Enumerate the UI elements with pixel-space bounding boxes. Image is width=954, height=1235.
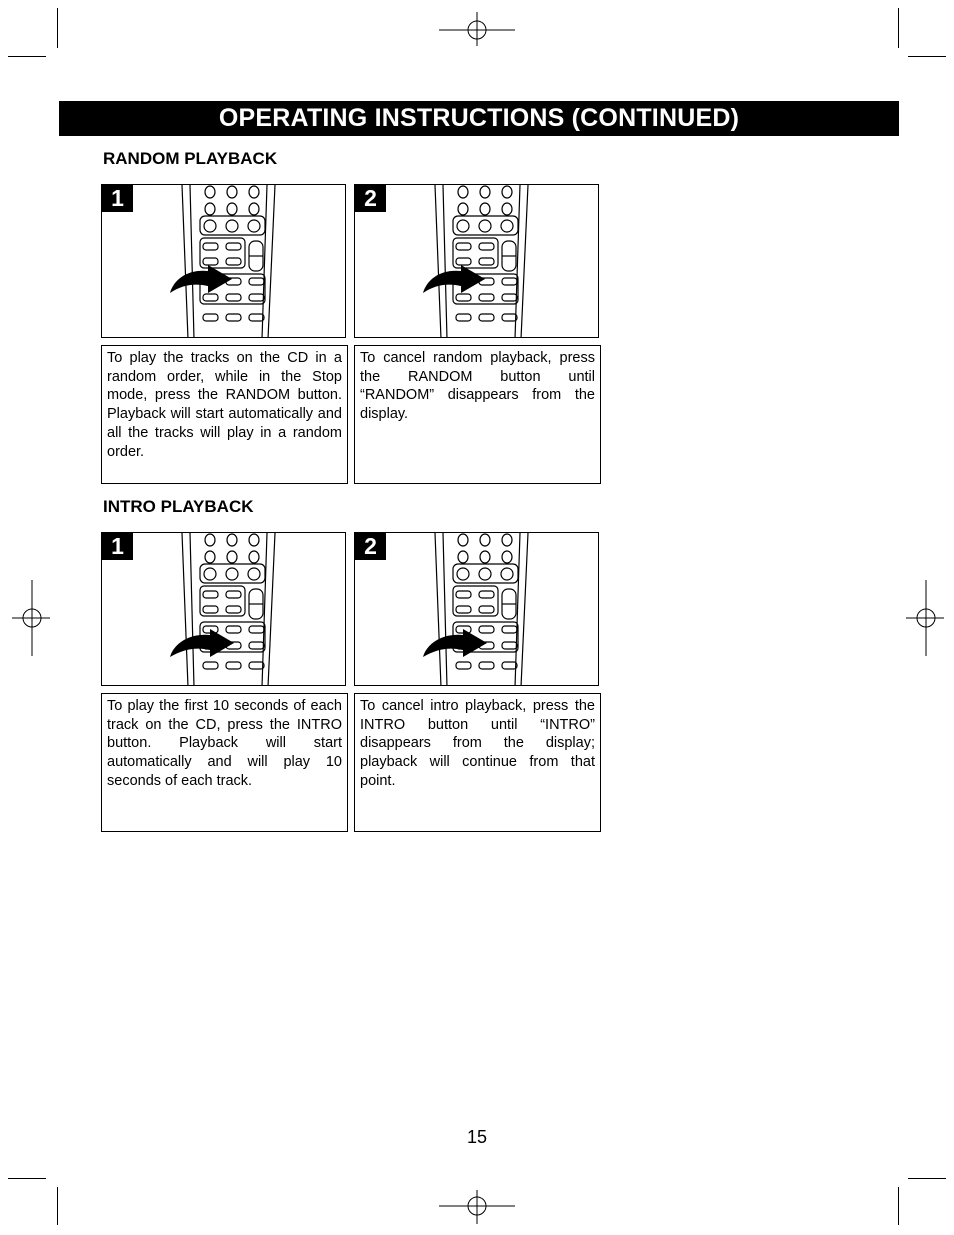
random-step-2-text: To cancel random playback, press the RANDOM button until “RANDOM” disappears from the display. [354,345,601,484]
curved-arrow-icon [170,629,234,657]
intro-step-2-illustration [354,532,599,686]
remote-control-illustration [102,533,346,686]
crop-mark [898,8,899,48]
curved-arrow-icon [423,265,485,293]
page-title: OPERATING INSTRUCTIONS (CONTINUED) [218,104,740,132]
crop-mark [8,1178,46,1179]
crop-mark [8,56,46,57]
curved-arrow-icon [170,265,232,293]
registration-crosshair-icon [906,580,946,656]
step-number-badge: 2 [355,185,386,212]
step-number-badge: 1 [102,185,133,212]
step-number-badge: 1 [102,533,133,560]
page-title-banner [59,101,899,136]
registration-crosshair-icon [10,580,50,656]
registration-crosshair-icon [439,1188,515,1226]
intro-step-1-text: To play the first 10 seconds of each track on the CD, press the INTRO button. Playback will start automatically and will play 10 seconds of each track. [101,693,348,832]
step-number-badge: 2 [355,533,386,560]
random-step-2-illustration [354,184,599,338]
random-playback-heading: RANDOM PLAYBACK [103,149,278,168]
page-number: 15 [466,1127,488,1147]
remote-control-illustration [355,533,599,686]
curved-arrow-icon [423,629,487,657]
registration-crosshair-icon [439,10,515,48]
intro-step-1-illustration [101,532,346,686]
crop-mark [898,1187,899,1225]
crop-mark [57,1187,58,1225]
intro-step-2-text: To cancel intro playback, press the INTRO button until “INTRO” disappears from the display; playback will continue from that point. [354,693,601,832]
crop-mark [908,56,946,57]
remote-control-illustration [355,185,599,338]
crop-mark [57,8,58,48]
random-step-1-text: To play the tracks on the CD in a random order, while in the Stop mode, press the RANDOM button. Playback will start automatically and all the tracks will play in a random order. [101,345,348,484]
intro-playback-heading: INTRO PLAYBACK [103,497,254,516]
crop-mark [908,1178,946,1179]
random-step-1-illustration [101,184,346,338]
remote-control-illustration [102,185,346,338]
